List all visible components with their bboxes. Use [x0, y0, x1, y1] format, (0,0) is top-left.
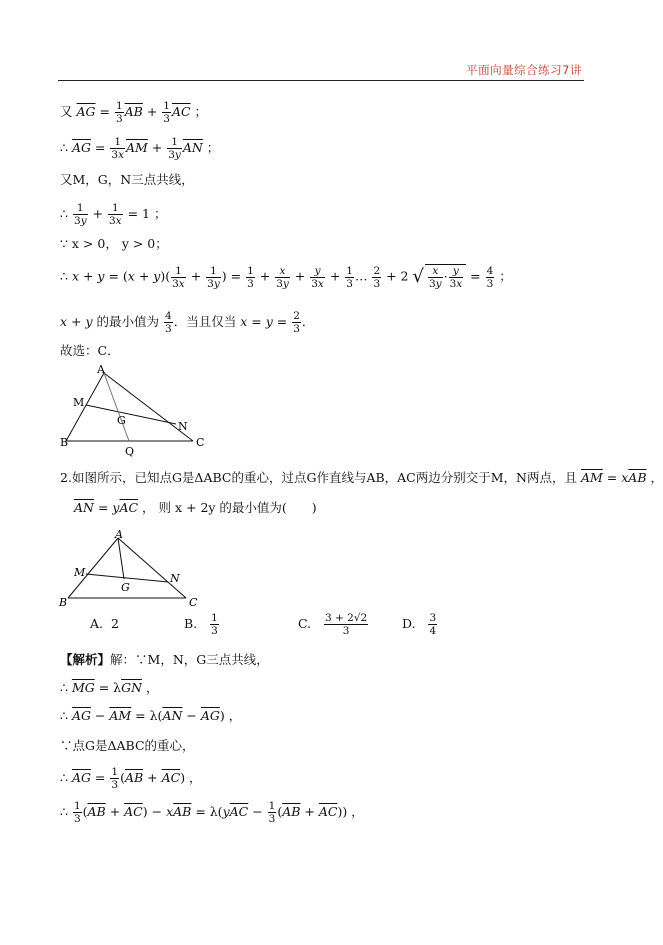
fig1-label-m: M	[73, 396, 85, 409]
fig2-label-g: G	[121, 581, 130, 594]
option-a[interactable]: A. 2	[90, 616, 119, 631]
fig1-label-q: Q	[125, 445, 135, 458]
fig1-label-a: A	[97, 363, 105, 376]
fig1-label-b: B	[60, 436, 69, 449]
analysis-line2: ∴ $\overline{MG} = \lambda\overline{GN}$ ，	[60, 680, 159, 695]
fig2-label-n: N	[170, 572, 180, 585]
fig1-label-g: G	[117, 414, 126, 427]
fig2-label-m: M	[74, 566, 86, 579]
solution1-line2: ∴ $\overline{AG}$ = $\frac{1}{3x}$ $\overline{AM}$ + $\frac{1}{3y}$ $\overline{AN}$ ；	[60, 136, 220, 161]
analysis-line4: ∵点G是ΔABC的重心，	[60, 738, 195, 753]
fig1-label-c: C	[196, 436, 205, 449]
question2-stem-line2: $\overline{AN} = y\overline{AC}$ ， 则 x + 2y 的最小值为( )	[74, 500, 317, 515]
solution1-line7: x + y 的最小值为 $\frac{4}{3}$ ．当且仅当 x = y = $\frac{2}{3}$ ．	[60, 310, 315, 335]
option-d[interactable]: D. $\frac{3}{4}$	[402, 612, 437, 637]
solution1-line6: ∴ x + y = (x + y)( $\frac{1}{3x}$ + $\frac{1}{3y}$ ) = $\frac{1}{3}$ + $\frac{x}{3y}$ + $\frac{y}{3x}$ + $\frac{1}{3}$ … $\frac{2}{3}$ + 2 √ $\frac{x}{3y}$ · $\frac{y}{3x}$ = $\frac{4}{3}$ ；	[60, 264, 512, 290]
question2-stem-line1: 2.如图所示，已知点G是ΔABC的重心，过点G作直线与AB，AC两边分别交于M，N两点，且 $\overline{AM} = x\overline{AB}$ ，	[60, 470, 663, 485]
header-title: 平面向量综合练习7讲	[466, 63, 582, 77]
solution1-line5: ∵ x > 0， y > 0；	[60, 236, 168, 251]
analysis-line1: 【解析】解：∵M，N，G三点共线，	[60, 652, 269, 667]
option-b[interactable]: B. $\frac{1}{3}$	[184, 612, 218, 637]
fig2-median	[118, 538, 124, 579]
solution1-line4: ∴ $\frac{1}{3y}$ + $\frac{1}{3x}$ = 1 ；	[60, 202, 167, 227]
fig2-label-a: A	[115, 528, 123, 541]
fig2-label-b: B	[59, 596, 68, 609]
analysis-line6: ∴ $\frac{1}{3}$ $(\overline{AB} + \overline{AC}) - x\overline{AB} = \lambda(y\overline{AC}$ − $\frac{1}{3}$ $(\overline{AB} + \overline{AC})$) ，	[60, 800, 364, 825]
solution1-line8: 故选：C．	[60, 343, 120, 358]
solution1-line1: 又 $\overline{AG}$ = $\frac{1}{3}$ $\overline{AB}$ + $\frac{1}{3}$ $\overline{AC}$ ；	[60, 100, 208, 125]
solution1-line3: 又M，G，N三点共线，	[60, 172, 194, 187]
analysis-line3: ∴ $\overline{AG} - \overline{AM} = \lambda(\overline{AN} - \overline{AG})$ ，	[60, 708, 242, 723]
analysis-line5: ∴ $\overline{AG}$ = $\frac{1}{3}$ $(\overline{AB} + \overline{AC})$ ，	[60, 766, 202, 791]
fig1-label-n: N	[178, 420, 188, 433]
fig2-label-c: C	[189, 596, 198, 609]
option-c[interactable]: C. $\frac{3 + 2√2}{3}$	[298, 612, 368, 637]
